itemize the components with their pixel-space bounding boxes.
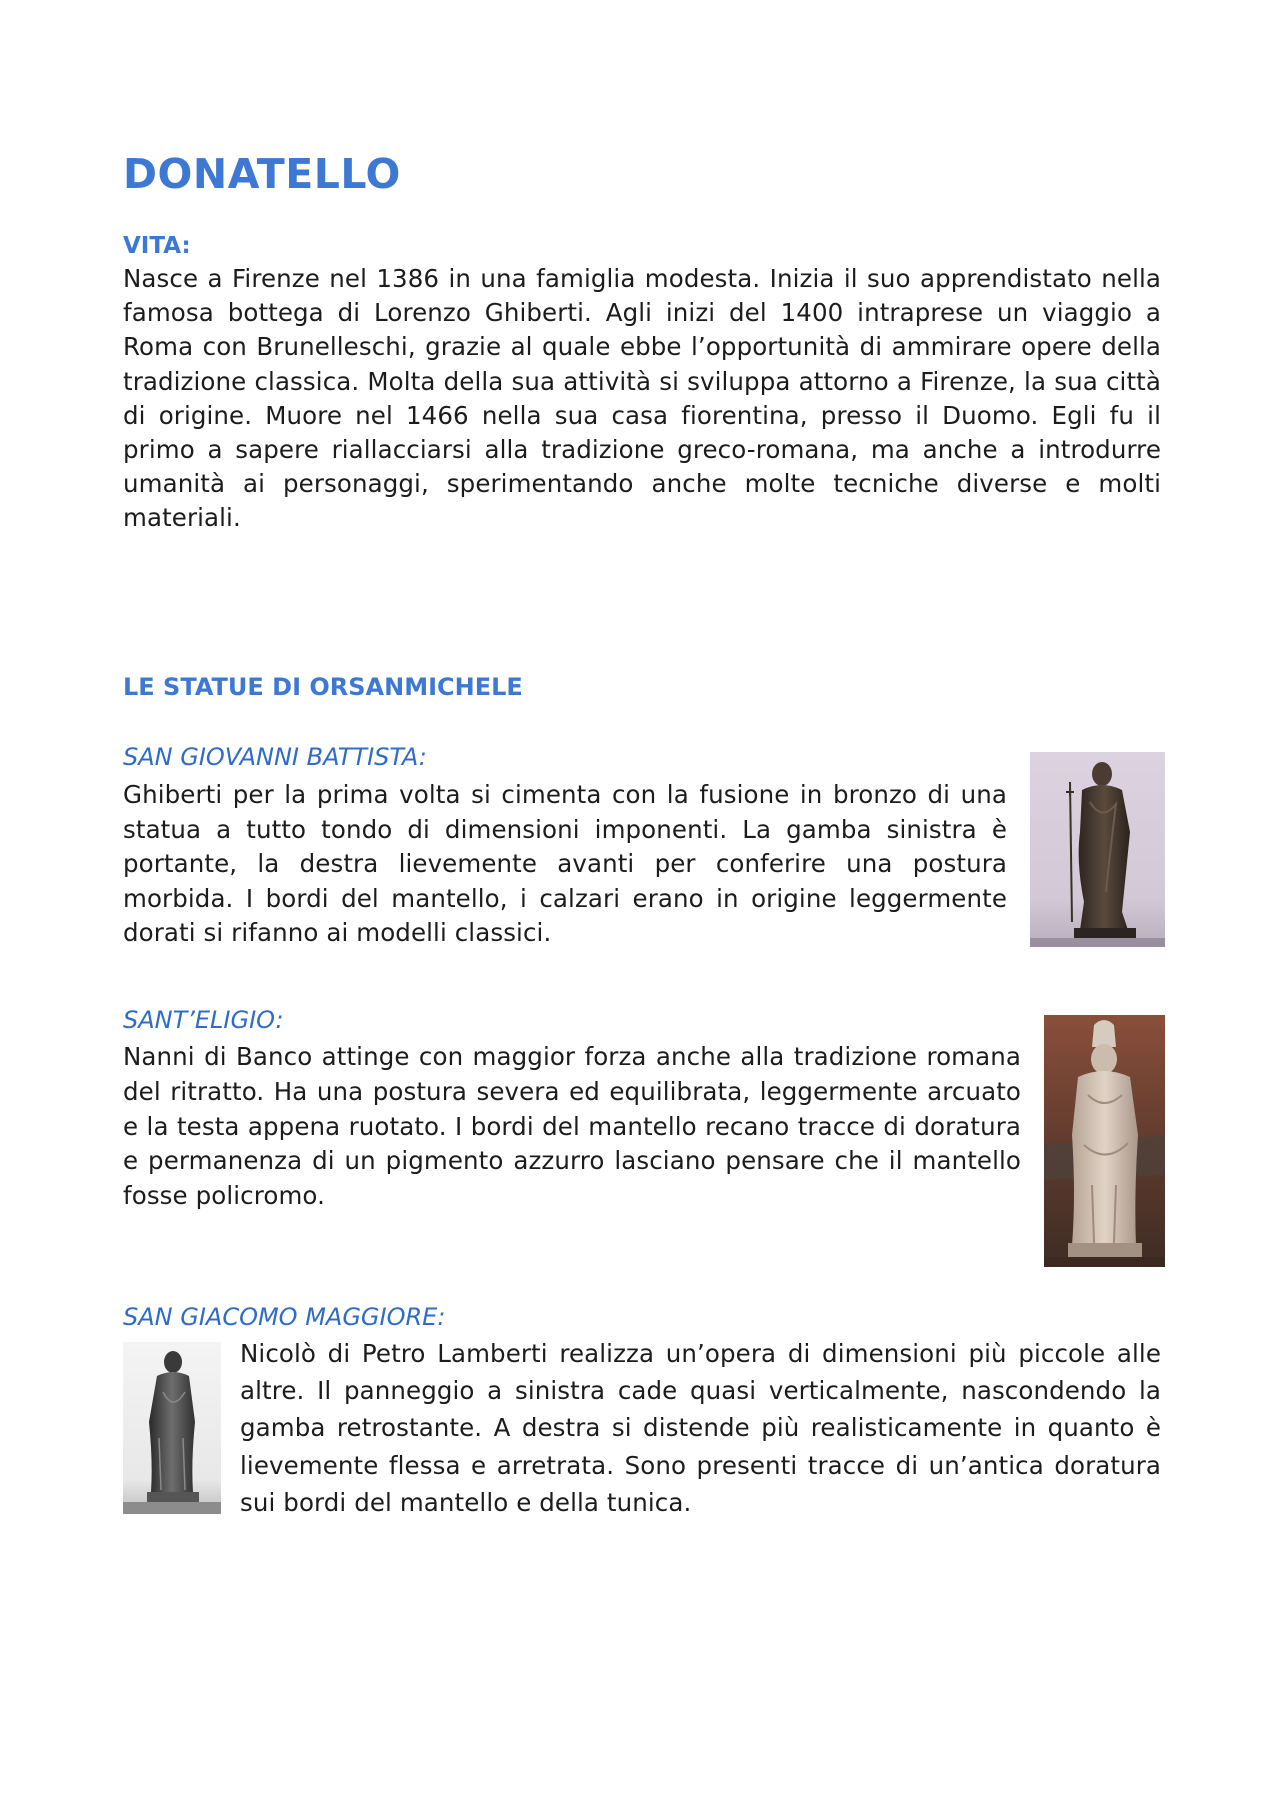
page-title: DONATELLO xyxy=(123,150,401,198)
san-giacomo-statue-photo xyxy=(123,1342,221,1514)
statue-title-sant-eligio: SANT’ELIGIO: xyxy=(123,1006,284,1034)
sant-eligio-statue-photo xyxy=(1044,1015,1165,1267)
san-giovanni-statue-photo xyxy=(1030,752,1165,947)
vita-label: VITA: xyxy=(123,233,191,259)
statue-text-san-giovanni: Ghiberti per la prima volta si cimenta con la fusione in bronzo di una statua a tutto tondo di dimensioni imponenti. La gamba sinistra è portante, la destra lievemente avanti per conferire una postura morbida. I bordi del mantello, i calzari erano in origine leggermente dorati si rifanno ai modelli classici. xyxy=(123,780,1007,947)
vita-paragraph: Nasce a Firenze nel 1386 in una famiglia modesta. Inizia il suo apprendistato nella famosa bottega di Lorenzo Ghiberti. Agli inizi del 1400 intraprese un viaggio a Roma con Brunelleschi, grazie al quale ebbe l’opportunità di ammirare opere della tradizione classica. Molta della sua attività si sviluppa attorno a Firenze, la sua città di origine. Muore nel 1466 nella sua casa fiorentina, presso il Duomo. Egli fu il primo a sapere riallacciarsi alla tradizione greco-romana, ma anche a introdurre umanità ai personaggi, sperimentando anche molte tecniche diverse e molti materiali. xyxy=(123,264,1161,533)
statue-title-san-giovanni: SAN GIOVANNI BATTISTA: xyxy=(123,743,427,771)
section-heading: LE STATUE DI ORSANMICHELE xyxy=(123,673,523,701)
statue-title-san-giacomo: SAN GIACOMO MAGGIORE: xyxy=(123,1303,446,1331)
statue-text-san-giacomo: Nicolò di Petro Lamberti realizza un’opera di dimensioni più piccole alle altre. Il panneggio a sinistra cade quasi verticalmente, nascondendo la gamba retrostante. A destra si distende più realisticamente in quanto è lievemente flessa e arretrata. Sono presenti tracce di un’antica doratura sui bordi del mantello e della tunica. xyxy=(240,1339,1161,1517)
statue-text-sant-eligio: Nanni di Banco attinge con maggior forza anche alla tradizione romana del ritratto. Ha una postura severa ed equilibrata, leggermente arcuato e la testa appena ruotato. I bordi del mantello recano tracce di doratura e permanenza di un pigmento azzurro lasciano pensare che il mantello fosse policromo. xyxy=(123,1042,1021,1211)
